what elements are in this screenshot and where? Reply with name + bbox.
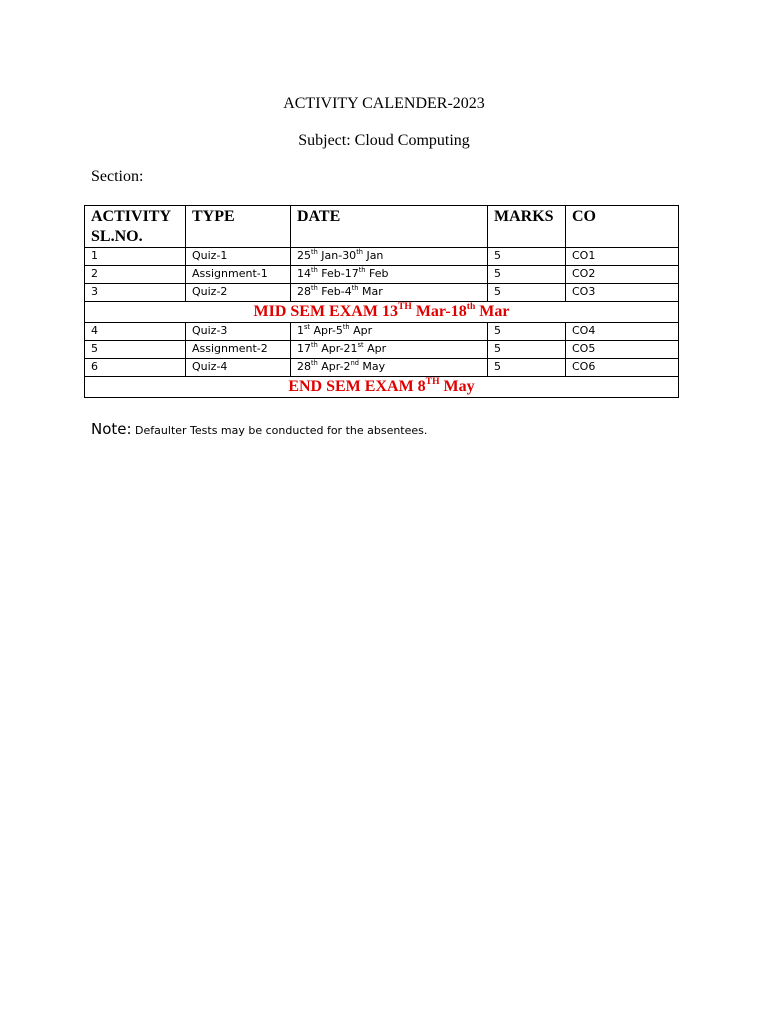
header-co: CO: [566, 206, 679, 248]
date-cell: 25th Jan-30th Jan: [291, 248, 488, 266]
co-cell: CO5: [566, 341, 679, 359]
co-cell: CO2: [566, 266, 679, 284]
sl-no-cell: 2: [85, 266, 186, 284]
subject-line: Subject: Cloud Computing: [298, 132, 470, 149]
header-marks: MARKS: [488, 206, 566, 248]
header-activity-sl-no: ACTIVITY SL.NO.: [85, 206, 186, 248]
table-row: [85, 284, 679, 302]
header-date: DATE: [291, 206, 488, 248]
table-row: [85, 359, 679, 377]
sl-no-cell: 6: [85, 359, 186, 377]
note-text: Defaulter Tests may be conducted for the absentees.: [131, 424, 428, 437]
activity-table: [84, 205, 679, 398]
note-label: Note:: [91, 420, 132, 438]
table-row: [85, 341, 679, 359]
mid-sem-exam-banner: MID SEM EXAM 13TH Mar-18th Mar: [85, 302, 679, 323]
table-row: [85, 323, 679, 341]
date-cell: 17th Apr-21st Apr: [291, 341, 488, 359]
type-cell: Quiz-2: [186, 284, 291, 302]
marks-cell: 5: [488, 323, 566, 341]
marks-cell: 5: [488, 341, 566, 359]
section-label: Section:: [91, 168, 144, 185]
co-cell: CO4: [566, 323, 679, 341]
sl-no-cell: 1: [85, 248, 186, 266]
marks-cell: 5: [488, 359, 566, 377]
header-type: TYPE: [186, 206, 291, 248]
type-cell: Assignment-1: [186, 266, 291, 284]
co-cell: CO6: [566, 359, 679, 377]
marks-cell: 5: [488, 248, 566, 266]
note: [91, 419, 427, 438]
date-cell: 1st Apr-5th Apr: [291, 323, 488, 341]
end-sem-exam-row: [85, 377, 679, 398]
table-row: [85, 266, 679, 284]
marks-cell: 5: [488, 266, 566, 284]
type-cell: Quiz-1: [186, 248, 291, 266]
table-header-row: [85, 206, 679, 248]
sl-no-cell: 4: [85, 323, 186, 341]
sl-no-cell: 3: [85, 284, 186, 302]
mid-sem-exam-row: [85, 302, 679, 323]
type-cell: Quiz-4: [186, 359, 291, 377]
date-cell: 28th Feb-4th Mar: [291, 284, 488, 302]
type-cell: Quiz-3: [186, 323, 291, 341]
end-sem-exam-banner: END SEM EXAM 8TH May: [85, 377, 679, 398]
table-row: [85, 248, 679, 266]
date-cell: 28th Apr-2nd May: [291, 359, 488, 377]
co-cell: CO3: [566, 284, 679, 302]
type-cell: Assignment-2: [186, 341, 291, 359]
document-title: ACTIVITY CALENDER-2023: [283, 95, 485, 112]
co-cell: CO1: [566, 248, 679, 266]
marks-cell: 5: [488, 284, 566, 302]
sl-no-cell: 5: [85, 341, 186, 359]
date-cell: 14th Feb-17th Feb: [291, 266, 488, 284]
